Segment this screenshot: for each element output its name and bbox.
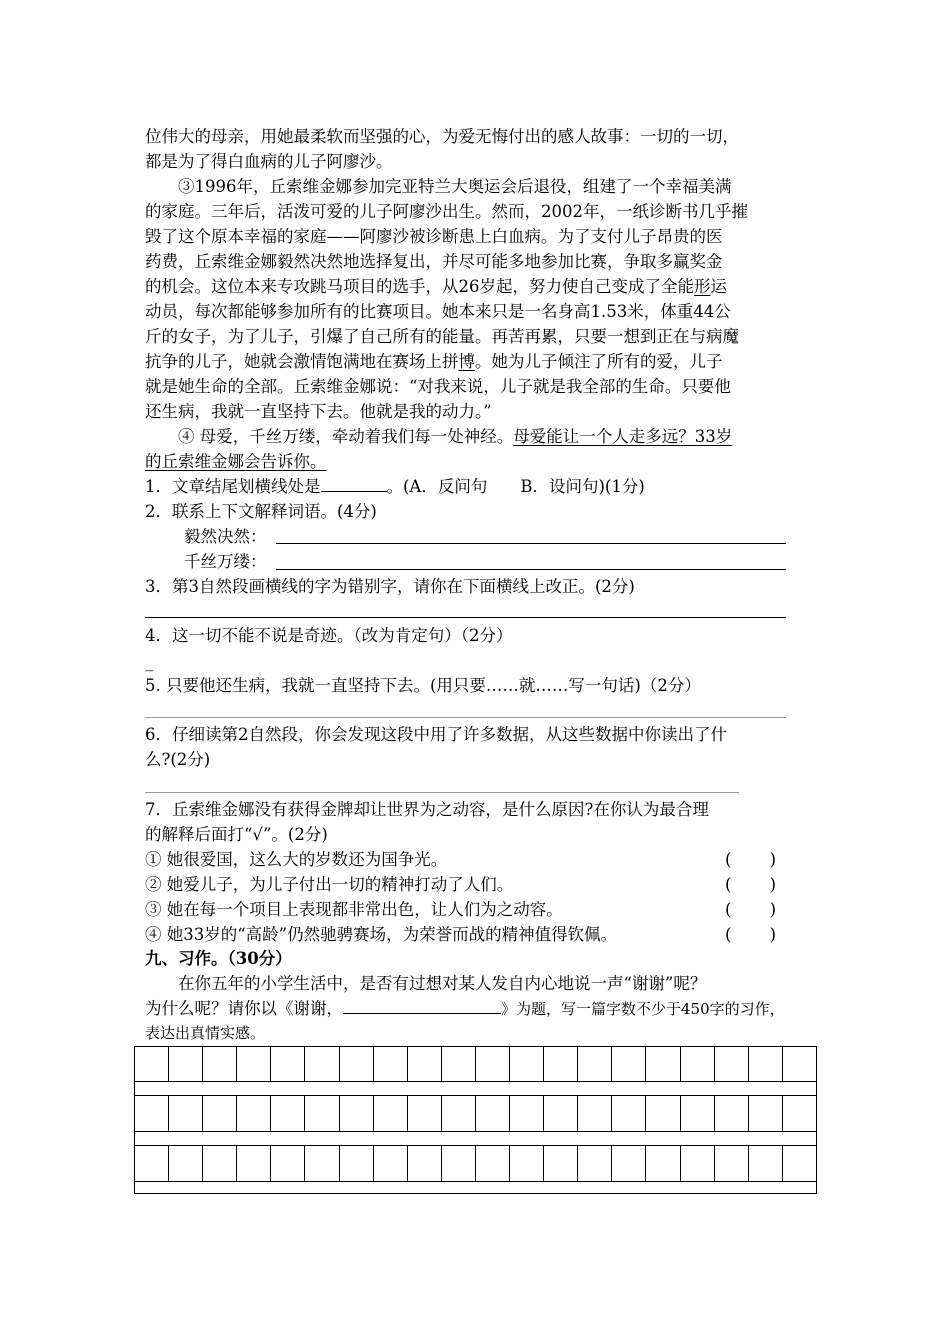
question-5: 5. 只要他还生病，我就一直坚持下去。(用只要……就……写一句话)（2分） xyxy=(145,676,701,695)
check-box[interactable]: ( ) xyxy=(725,925,777,944)
grid-cell[interactable] xyxy=(237,1095,271,1131)
writing-grid[interactable] xyxy=(134,1046,817,1194)
grid-cell[interactable] xyxy=(476,1047,510,1081)
text: 运 xyxy=(710,277,727,296)
option-3: ③ 她在每一个项目上表现都非常出色，让人们为之动容。 xyxy=(145,900,563,919)
grid-cell[interactable] xyxy=(510,1095,544,1131)
grid-row[interactable] xyxy=(135,1145,816,1181)
grid-cell[interactable] xyxy=(237,1145,271,1181)
text: ④ 母爱，千丝万缕，牵动着我们每一处神经。 xyxy=(178,427,514,446)
grid-cell[interactable] xyxy=(681,1095,715,1131)
text: 。(A．反问句 B．设问句)(1分) xyxy=(386,477,645,496)
grid-cell[interactable] xyxy=(442,1047,476,1081)
grid-cell[interactable] xyxy=(340,1145,374,1181)
grid-cell[interactable] xyxy=(271,1145,305,1181)
passage-line: 的家庭。三年后，活泼可爱的儿子阿廖沙出生。然而，2002年，一纸诊断书几乎摧 xyxy=(145,202,748,221)
grid-cell[interactable] xyxy=(612,1145,646,1181)
grid-cell[interactable] xyxy=(169,1095,203,1131)
passage-line xyxy=(178,425,732,449)
text: 1．文章结尾划横线处是 xyxy=(145,477,321,496)
grid-cell[interactable] xyxy=(169,1047,203,1081)
passage-line: 还生病，我就一直坚持下去。他就是我的动力。” xyxy=(145,402,492,421)
grid-cell[interactable] xyxy=(374,1095,408,1131)
option-1: ① 她很爱国，这么大的岁数还为国争光。 xyxy=(145,850,448,869)
check-box[interactable]: ( ) xyxy=(725,900,777,919)
text: 。她为儿子倾注了所有的爱，儿子 xyxy=(475,352,723,371)
word-label: 千丝万缕： xyxy=(184,552,267,571)
grid-row[interactable] xyxy=(135,1095,816,1131)
grid-cell[interactable] xyxy=(783,1047,816,1081)
question-4: 4．这一切不能不说是奇迹。（改为肯定句）（2分） xyxy=(145,626,513,645)
essay-prompt xyxy=(145,997,785,1021)
grid-cell[interactable] xyxy=(442,1095,476,1131)
grid-cell[interactable] xyxy=(271,1047,305,1081)
grid-cell[interactable] xyxy=(169,1145,203,1181)
grid-cell[interactable] xyxy=(646,1095,680,1131)
grid-cell[interactable] xyxy=(442,1145,476,1181)
grid-cell[interactable] xyxy=(578,1047,612,1081)
grid-cell[interactable] xyxy=(203,1095,237,1131)
grid-cell[interactable] xyxy=(203,1047,237,1081)
grid-cell[interactable] xyxy=(783,1095,816,1131)
passage-line: 药费，丘索维金娜毅然决然地选择复出，并尽可能多地参加比赛，争取多赢奖金 xyxy=(145,252,723,271)
question-1 xyxy=(145,475,645,499)
passage-line: 的丘索维金娜会告诉你。 xyxy=(145,452,327,471)
question-2: 2．联系上下文解释词语。(4分) xyxy=(145,502,377,521)
grid-cell[interactable] xyxy=(340,1047,374,1081)
passage-line: 毁了这个原本幸福的家庭——阿廖沙被诊断患上白血病。为了支付儿子昂贵的医 xyxy=(145,227,723,246)
grid-cell[interactable] xyxy=(578,1095,612,1131)
passage-line xyxy=(145,275,727,299)
answer-line[interactable] xyxy=(276,569,786,570)
passage-line: ③1996年，丘索维金娜参加完亚特兰大奥运会后退役，组建了一个幸福美满 xyxy=(178,177,732,196)
grid-cell[interactable] xyxy=(578,1145,612,1181)
grid-cell[interactable] xyxy=(135,1095,169,1131)
grid-cell[interactable] xyxy=(135,1047,169,1081)
typo-mark: 形 xyxy=(694,277,711,296)
grid-cell[interactable] xyxy=(612,1095,646,1131)
grid-cell[interactable] xyxy=(237,1047,271,1081)
option-2: ② 她爱儿子，为儿子付出一切的精神打动了人们。 xyxy=(145,875,514,894)
question-6: 么?(2分) xyxy=(145,750,211,769)
grid-cell[interactable] xyxy=(715,1047,749,1081)
passage-line: 斤的女子，为了儿子，引爆了自己所有的能量。再苦再累，只要一想到正在与病魔 xyxy=(145,327,739,346)
grid-cell[interactable] xyxy=(476,1095,510,1131)
question-7: 7．丘索维金娜没有获得金牌却让世界为之动容，是什么原因?在你认为最合理 xyxy=(145,800,709,819)
grid-cell[interactable] xyxy=(135,1145,169,1181)
grid-cell[interactable] xyxy=(510,1145,544,1181)
essay-prompt: 表达出真情实感。 xyxy=(145,1024,266,1042)
question-6: 6．仔细读第2自然段，你会发现这段中用了许多数据，从这些数据中你读出了什 xyxy=(145,725,727,744)
grid-cell[interactable] xyxy=(544,1047,578,1081)
answer-blank[interactable] xyxy=(321,475,387,492)
text: 抗争的儿子，她就会激情饱满地在赛场上拼 xyxy=(145,352,459,371)
grid-cell[interactable] xyxy=(510,1047,544,1081)
grid-divider xyxy=(135,1181,816,1182)
passage-line: 就是她生命的全部。丘索维金娜说：“对我来说，儿子就是我全部的生命。只要他 xyxy=(145,377,731,396)
passage-line xyxy=(145,350,723,374)
grid-cell[interactable] xyxy=(203,1145,237,1181)
text: 》为题，写一篇字数不少于450字的习作， xyxy=(501,1000,785,1018)
question-7: 的解释后面打“√”。(2分) xyxy=(145,825,328,844)
grid-cell[interactable] xyxy=(476,1145,510,1181)
grid-cell[interactable] xyxy=(681,1145,715,1181)
grid-cell[interactable] xyxy=(271,1095,305,1131)
grid-row[interactable] xyxy=(135,1047,816,1081)
grid-cell[interactable] xyxy=(544,1095,578,1131)
answer-line[interactable] xyxy=(145,792,739,793)
grid-divider xyxy=(135,1081,816,1082)
grid-cell[interactable] xyxy=(374,1145,408,1181)
passage-line: 都是为了得白血病的儿子阿廖沙。 xyxy=(145,152,393,171)
grid-cell[interactable] xyxy=(612,1047,646,1081)
grid-cell[interactable] xyxy=(340,1095,374,1131)
grid-cell[interactable] xyxy=(715,1095,749,1131)
grid-cell[interactable] xyxy=(749,1095,783,1131)
text: 的机会。这位本来专攻跳马项目的选手，从26岁起，努力使自己变成了全能 xyxy=(145,277,694,296)
grid-cell[interactable] xyxy=(715,1145,749,1181)
passage-line: 动员，每次都能够参加所有的比赛项目。她本来只是一名身高1.53米，体重44公 xyxy=(145,302,731,321)
grid-cell[interactable] xyxy=(783,1145,816,1181)
grid-cell[interactable] xyxy=(305,1095,339,1131)
word-label: 毅然决然： xyxy=(184,527,267,546)
grid-cell[interactable] xyxy=(681,1047,715,1081)
grid-cell[interactable] xyxy=(408,1095,442,1131)
section-heading: 九、习作。（30分） xyxy=(145,949,292,968)
grid-cell[interactable] xyxy=(408,1047,442,1081)
grid-cell[interactable] xyxy=(374,1047,408,1081)
grid-cell[interactable] xyxy=(749,1145,783,1181)
answer-line[interactable] xyxy=(145,617,786,618)
essay-prompt: 在你五年的小学生活中，是否有过想对某人发自内心地说一声“谢谢”呢？ xyxy=(178,974,707,993)
grid-cell[interactable] xyxy=(305,1145,339,1181)
typo-mark: 博 xyxy=(458,352,475,371)
grid-cell[interactable] xyxy=(544,1145,578,1181)
check-box[interactable]: ( ) xyxy=(725,850,777,869)
check-box[interactable]: ( ) xyxy=(725,875,777,894)
title-blank[interactable] xyxy=(343,997,501,1014)
grid-divider xyxy=(135,1131,816,1132)
question-3: 3．第3自然段画横线的字为错别字，请你在下面横线上改正。(2分) xyxy=(145,577,635,596)
option-4: ④ 她33岁的“高龄”仍然驰骋赛场，为荣誉而战的精神值得钦佩。 xyxy=(145,925,618,944)
grid-cell[interactable] xyxy=(749,1047,783,1081)
passage-line: 位伟大的母亲，用她最柔软而坚强的心，为爱无悔付出的感人故事：一切的一切， xyxy=(145,127,739,146)
answer-mark: _ xyxy=(145,652,154,671)
underlined-sentence: 母爱能让一个人走多远？33岁 xyxy=(513,427,733,446)
answer-line[interactable] xyxy=(276,543,786,544)
text: 为什么呢？请你以《谢谢， xyxy=(145,999,343,1018)
answer-line[interactable] xyxy=(145,717,786,718)
grid-cell[interactable] xyxy=(646,1047,680,1081)
grid-cell[interactable] xyxy=(646,1145,680,1181)
grid-cell[interactable] xyxy=(305,1047,339,1081)
grid-cell[interactable] xyxy=(408,1145,442,1181)
